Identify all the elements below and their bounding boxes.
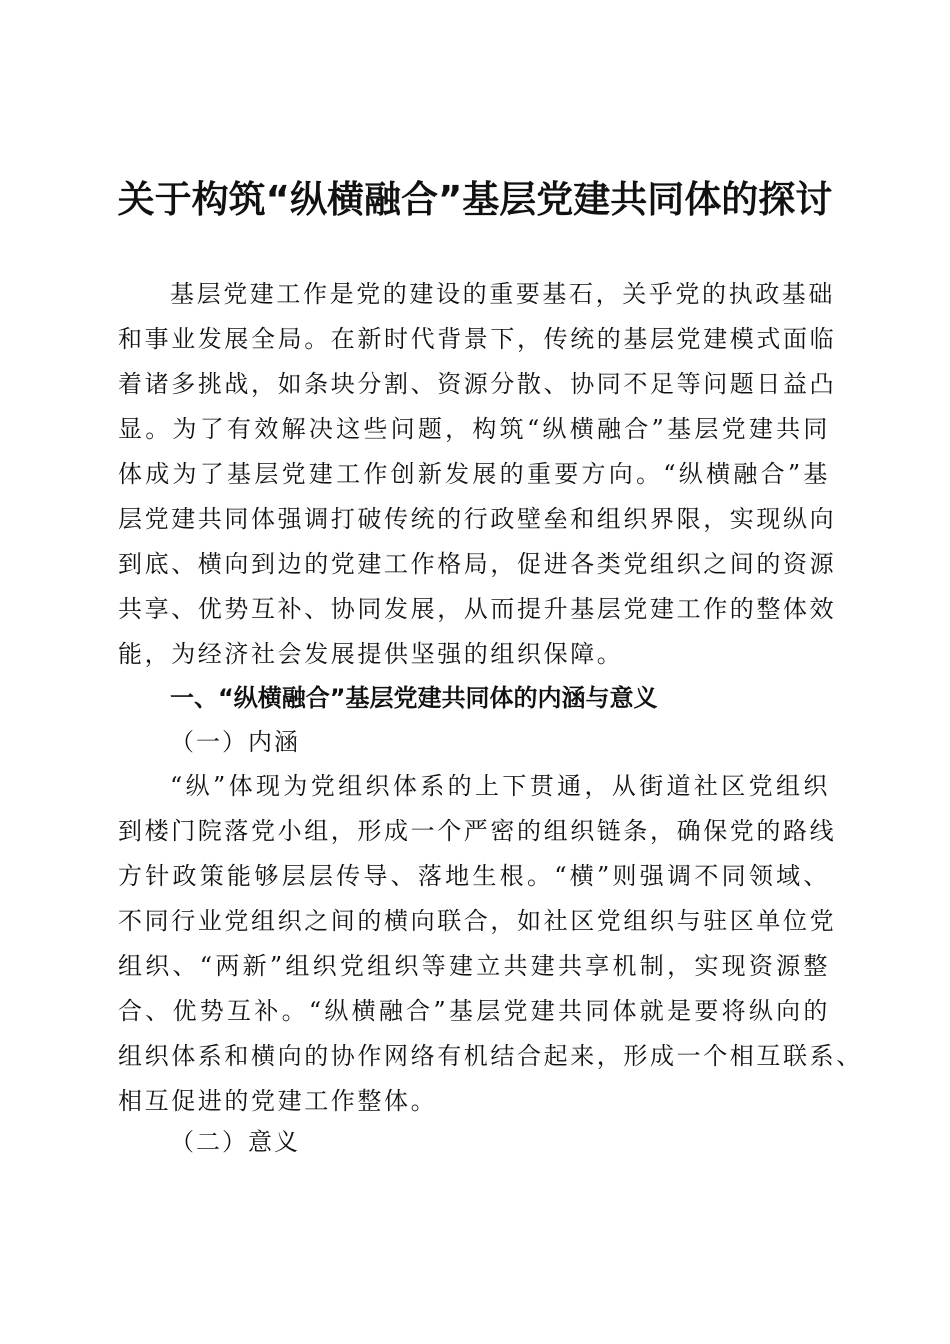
intro-paragraph xyxy=(118,272,837,677)
subsection-heading: （一）内涵 xyxy=(170,728,300,756)
paragraph-line: 方针政策能够层层传导、落地生根。“横”则强调不同领域、 xyxy=(118,862,830,890)
paragraph-line: 基层党建工作是党的建设的重要基石，关乎党的执政基础 xyxy=(170,280,835,308)
paragraph-line: 合、优势互补。“纵横融合”基层党建共同体就是要将纵向的 xyxy=(118,997,830,1025)
paragraph-line: 相互促进的党建工作整体。 xyxy=(118,1087,438,1115)
paragraph-line: 不同行业党组织之间的横向联合，如社区党组织与驻区单位党 xyxy=(118,907,837,935)
definition-paragraph xyxy=(118,764,863,1124)
paragraph-line: 层党建共同体强调打破传统的行政壁垒和组织界限，实现纵向 xyxy=(118,505,837,533)
paragraph-line: 显。为了有效解决这些问题，构筑“纵横融合”基层党建共同 xyxy=(118,415,830,443)
paragraph-line: 组织体系和横向的协作网络有机结合起来，形成一个相互联系、 xyxy=(118,1042,863,1070)
paragraph-line: 能，为经济社会发展提供坚强的组织保障。 xyxy=(118,640,624,668)
paragraph-line: 共享、优势互补、协同发展，从而提升基层党建工作的整体效 xyxy=(118,595,837,623)
paragraph-line: 和事业发展全局。在新时代背景下，传统的基层党建模式面临 xyxy=(118,325,837,353)
document-title: 关于构筑“纵横融合”基层党建共同体的探讨 xyxy=(117,178,833,221)
paragraph-line: 到底、横向到边的党建工作格局，促进各类党组织之间的资源 xyxy=(118,550,837,578)
section-heading: 一、“纵横融合”基层党建共同体的内涵与意义 xyxy=(170,684,658,712)
subsection-heading: （二）意义 xyxy=(170,1128,300,1156)
paragraph-line: “纵”体现为党组织体系的上下贯通，从街道社区党组织 xyxy=(170,772,830,800)
paragraph-line: 体成为了基层党建工作创新发展的重要方向。“纵横融合”基 xyxy=(118,460,830,488)
paragraph-line: 组织、“两新”组织党组织等建立共建共享机制，实现资源整 xyxy=(118,952,830,980)
paragraph-line: 着诸多挑战，如条块分割、资源分散、协同不足等问题日益凸 xyxy=(118,370,837,398)
paragraph-line: 到楼门院落党小组，形成一个严密的组织链条，确保党的路线 xyxy=(118,817,837,845)
